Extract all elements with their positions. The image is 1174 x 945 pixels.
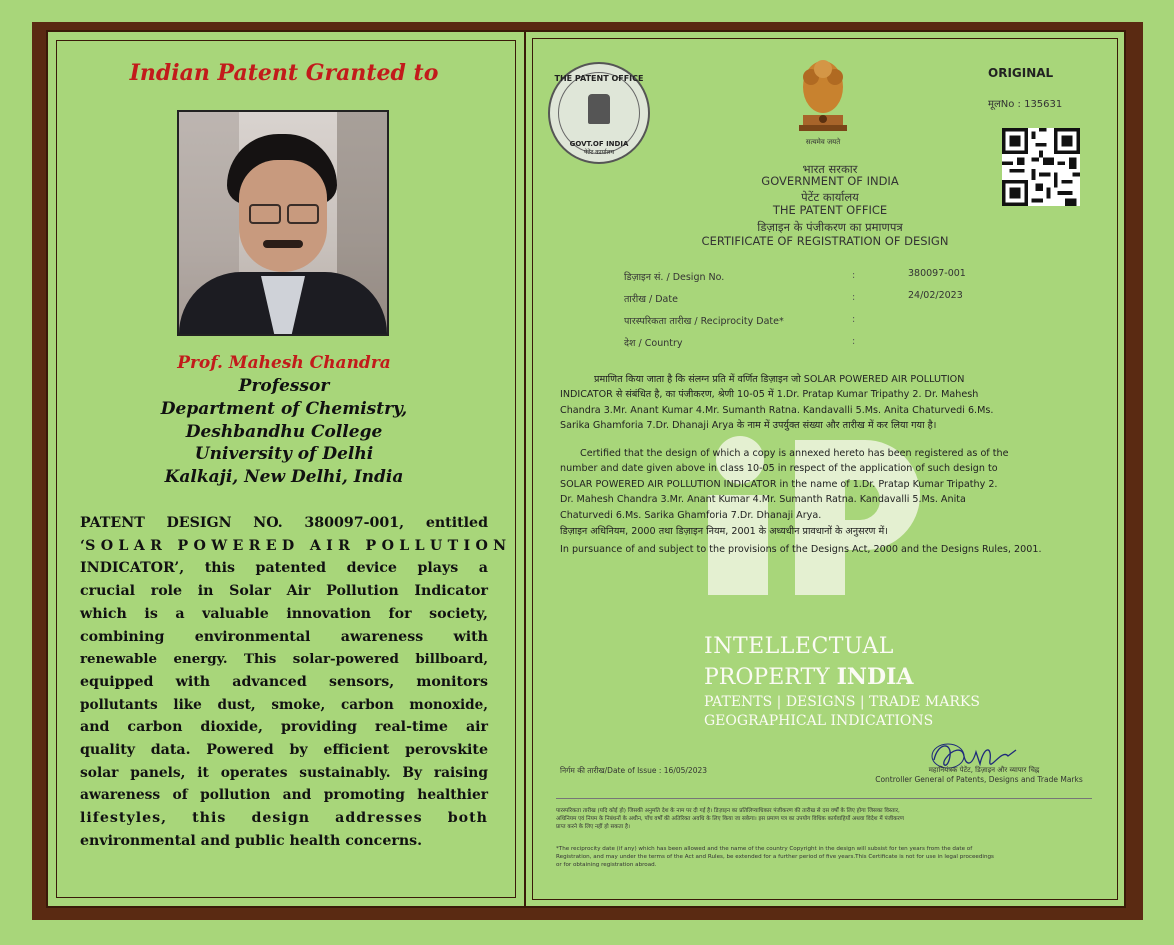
- field-label: तारीख / Date: [624, 294, 678, 305]
- national-emblem-icon: [795, 55, 851, 137]
- controller-english: Controller General of Patents, Designs and Trade Marks: [875, 775, 1083, 784]
- english-paragraph: [560, 446, 1088, 523]
- field-colon: :: [852, 336, 856, 347]
- description-line: PATENT DESIGN NO. 380097-001, entitled: [80, 515, 488, 531]
- affiliation-line: Professor: [238, 376, 330, 396]
- person-name: Prof. Mahesh Chandra: [177, 353, 391, 373]
- divider: [556, 798, 1092, 799]
- field-label: पारस्परिकता तारीख / Reciprocity Date*: [624, 316, 784, 327]
- patent-description: [80, 512, 507, 853]
- footnote-line: अधिनियम एवं नियम के निबंधनों के अधीन, पाँच वर्षों की अतिरिक्त अवधि के लिए किया जा सकेगा। इस प्रमाण पत्र का उपयोग विधिक कार्यवाहियों अथवा विदेश में पंजीकरण: [556, 815, 904, 822]
- affiliation-line: Deshbandhu College: [185, 422, 383, 442]
- hindi-paragraph: [560, 372, 1088, 434]
- act-hindi: डिज़ाइन अधिनियम, 2000 तथा डिज़ाइन नियम, 2001 के अध्यधीन प्रावधानों के अनुसरण में।: [560, 526, 888, 537]
- ipi-line3: PATENTS | DESIGNS | TRADE MARKS: [704, 694, 980, 710]
- footnote-line: Registration, and may under the terms of the Act and Rules, be extended for a further period of five years.This Certificate is not for use in legal proceedings: [556, 853, 994, 860]
- description-line: which is a valuable innovation for society,: [80, 605, 488, 622]
- date-of-issue: निर्गम की तारीख/Date of Issue : 16/05/2023: [560, 766, 708, 775]
- gov-english: GOVERNMENT OF INDIA: [761, 174, 899, 188]
- para-line: number and date given above in class 10-05 in respect of the application of such design to: [560, 463, 998, 475]
- para-line: Chandra 3.Mr. Anant Kumar 4.Mr. Sumanth Ratna. Kandavalli 5.Ms. Anita Chaturvedi 6.Ms.: [560, 404, 994, 416]
- description-line: environmental and public health concerns.: [80, 832, 423, 849]
- office-hindi: पेटेंट कार्यालय: [801, 190, 859, 204]
- cert-title-hindi: डिज़ाइन के पंजीकरण का प्रमाणपत्र: [757, 220, 903, 234]
- serial-number: मूलNo : 135631: [988, 99, 1063, 110]
- emblem-caption: सत्यमेव जयते: [805, 138, 841, 146]
- footnote-line: *The reciprocity date (if any) which has been allowed and the name of the country Copyright in the design will subsist for ten years from the date of: [556, 846, 973, 852]
- patent-office-seal: THE PATENT OFFICE GOVT.OF INDIA पेटेंट कार्यालय: [548, 62, 650, 164]
- description-line: awareness of pollution and promoting healthier: [80, 787, 488, 804]
- description-line: and carbon dioxide, providing real-time air: [80, 719, 488, 736]
- field-colon: :: [852, 270, 856, 281]
- description-line: combining environmental awareness with: [80, 628, 488, 645]
- footnote-line: or for obtaining registration abroad.: [556, 861, 657, 868]
- para-line: Chaturvedi 6.Ms. Sarika Ghamforia 7.Dr. Dhanaji Arya.: [560, 509, 822, 521]
- para-line: Sarika Ghamforia 7.Dr. Dhanaji Arya के नाम में उपर्युक्त संख्या और तारीख में कर लिया गया है।: [560, 420, 937, 432]
- description-line: crucial role in Solar Air Pollution Indicator: [80, 583, 488, 600]
- qr-code: [1002, 128, 1080, 206]
- affiliation-line: Kalkaji, New Delhi, India: [164, 467, 404, 487]
- footnote-english: [556, 846, 1092, 869]
- field-colon: :: [852, 314, 856, 325]
- design-number: 380097-001: [908, 268, 966, 279]
- para-line: प्रमाणित किया जाता है कि संलग्न प्रति में वर्णित डिज़ाइन जो SOLAR POWERED AIR POLLUTION: [594, 374, 965, 385]
- affiliation-line: University of Delhi: [194, 444, 374, 464]
- description-line: lifestyles, this design addresses both: [80, 810, 488, 827]
- description-line: ‘S O L A R P O W E R E D A I R P O L L U T I O N: [80, 537, 507, 554]
- office-english: THE PATENT OFFICE: [772, 203, 888, 217]
- para-line: Dr. Mahesh Chandra 3.Mr. Anant Kumar 4.Mr. Sumanth Ratna. Kandavalli 5.Ms. Anita: [560, 494, 966, 506]
- footnote-line: पारस्परिकता तारीख (यदि कोई हो) जिसकी अनुमति देश के नाम पर दी गई है। डिज़ाइन का प्रतिलिप्याधिकार पंजीकरण की तारीख से दस वर्षों के लिए होगा जिसका विस्तार,: [556, 808, 900, 814]
- field-label: डिज़ाइन सं. / Design No.: [624, 272, 725, 283]
- gov-hindi: भारत सरकार: [802, 162, 858, 176]
- cert-title-english: CERTIFICATE OF REGISTRATION OF DESIGN: [701, 234, 949, 248]
- description-line: renewable energy. This solar-powered billboard,: [80, 651, 488, 668]
- description-line: quality data. Powered by efficient perovskite: [80, 742, 488, 759]
- ipi-line1: INTELLECTUAL: [704, 634, 894, 659]
- act-english: In pursuance of and subject to the provisions of the Designs Act, 2000 and the Designs Rules, 2001.: [560, 544, 1042, 555]
- description-line: equipped with advanced sensors, monitors: [80, 673, 488, 690]
- description-line: pollutants like dust, smoke, carbon monoxide,: [80, 696, 488, 713]
- footnote-hindi: [556, 808, 1092, 831]
- ipi-line4: GEOGRAPHICAL INDICATIONS: [704, 713, 934, 729]
- ipi-line2: PROPERTY INDIA: [704, 664, 914, 690]
- panel-heading: Indian Patent Granted to: [129, 60, 439, 86]
- controller-hindi: महानियंत्रक पेटेंट, डिज़ाइन और व्यापार चिह्न: [928, 766, 1040, 774]
- portrait-photo: [177, 110, 389, 336]
- affiliation-line: Department of Chemistry,: [160, 399, 408, 419]
- field-label: देश / Country: [624, 338, 683, 349]
- field-colon: :: [852, 292, 856, 303]
- footnote-line: प्राप्त करने के लिए नहीं हो सकता है।: [556, 823, 631, 830]
- description-line: solar panels, it operates sustainably. By raising: [80, 764, 488, 781]
- para-line: INDICATOR से संबंधित है, का पंजीकरण, श्रेणी 10-05 में 1.Dr. Pratap Kumar Tripathy 2. Dr. Mahesh: [560, 389, 979, 401]
- para-line: Certified that the design of which a copy is annexed hereto has been registered as of the: [580, 448, 1009, 459]
- design-date: 24/02/2023: [908, 290, 963, 301]
- para-line: SOLAR POWERED AIR POLLUTION INDICATOR in the name of 1.Dr. Pratap Kumar Tripathy 2.: [560, 478, 998, 490]
- description-line: INDICATOR’, this patented device plays a: [80, 560, 488, 577]
- original-label: ORIGINAL: [988, 66, 1054, 80]
